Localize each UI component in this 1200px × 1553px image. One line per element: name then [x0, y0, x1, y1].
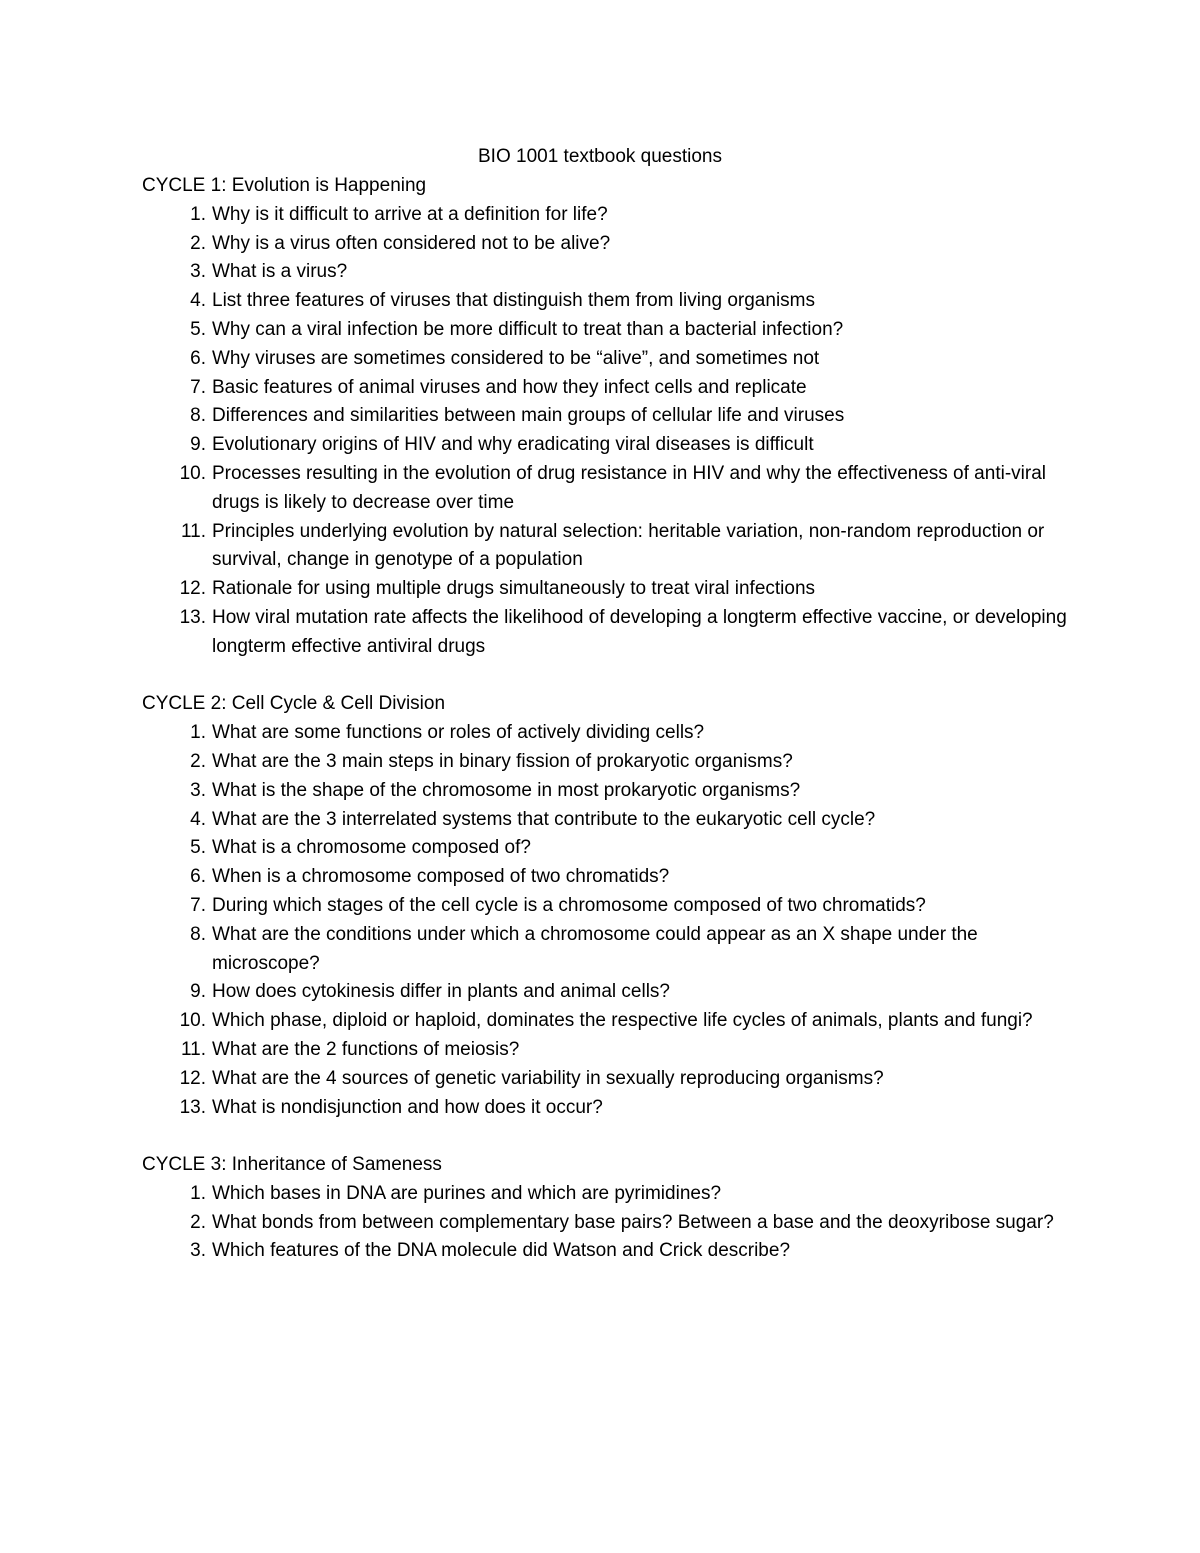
question-text: List three features of viruses that distinguish them from living organisms — [212, 290, 815, 312]
question-number: 8. — [190, 405, 206, 427]
question-number: 5. — [190, 837, 206, 859]
question-text: What is a chromosome composed of? — [212, 837, 531, 859]
question-text: What is nondisjunction and how does it occur? — [212, 1096, 603, 1118]
question-number: 6. — [190, 866, 206, 888]
question-item — [142, 1065, 1072, 1094]
question-item — [142, 806, 1072, 835]
question-text: Which features of the DNA molecule did Watson and Crick describe? — [212, 1240, 791, 1262]
question-number: 7. — [190, 376, 206, 398]
question-text: During which stages of the cell cycle is a chromosome composed of two chromatids? — [212, 894, 926, 916]
question-item — [142, 402, 1072, 431]
question-item — [142, 316, 1072, 345]
question-item — [142, 230, 1072, 259]
section-spacer — [142, 662, 1072, 691]
question-number: 1. — [190, 203, 206, 225]
question-list — [142, 201, 1072, 662]
question-item — [142, 921, 1072, 979]
question-text: What are the 3 main steps in binary fission of prokaryotic organisms? — [212, 750, 793, 772]
question-number: 3. — [190, 779, 206, 801]
question-number: 8. — [190, 923, 206, 945]
question-item — [142, 777, 1072, 806]
question-item — [142, 1209, 1072, 1238]
question-text: Why is a virus often considered not to be alive? — [212, 232, 611, 254]
section-cycle-2 — [142, 690, 1072, 1122]
question-text: What is the shape of the chromosome in most prokaryotic organisms? — [212, 779, 801, 801]
question-number: 11. — [180, 1038, 206, 1060]
question-text: Why can a viral infection be more difficult to treat than a bacterial infection? — [212, 318, 844, 340]
question-number: 2. — [190, 750, 206, 772]
question-list — [142, 719, 1072, 1122]
question-text: Differences and similarities between main groups of cellular life and viruses — [212, 405, 845, 427]
question-number: 1. — [190, 1182, 206, 1204]
question-number: 4. — [190, 808, 206, 830]
question-number: 9. — [190, 434, 206, 456]
section-heading: CYCLE 2: Cell Cycle & Cell Division — [142, 693, 446, 715]
question-number: 13. — [179, 1096, 206, 1118]
document-body — [142, 172, 1072, 1266]
question-number: 2. — [190, 1211, 206, 1233]
section-cycle-3 — [142, 1151, 1072, 1266]
question-number: 12. — [179, 578, 206, 600]
question-item — [142, 978, 1072, 1007]
document-title: BIO 1001 textbook questions — [478, 146, 722, 167]
question-number: 10. — [179, 1010, 206, 1032]
question-item — [142, 518, 1072, 576]
section-heading: CYCLE 3: Inheritance of Sameness — [142, 1154, 442, 1176]
question-text: Which bases in DNA are purines and which are pyrimidines? — [212, 1182, 722, 1204]
question-item — [142, 1094, 1072, 1123]
question-item — [142, 863, 1072, 892]
section-spacer — [142, 1122, 1072, 1151]
question-item — [142, 892, 1072, 921]
question-text: What are the 2 functions of meiosis? — [212, 1038, 520, 1060]
question-text: When is a chromosome composed of two chromatids? — [212, 866, 670, 888]
question-item — [142, 345, 1072, 374]
question-text: What are the 3 interrelated systems that contribute to the eukaryotic cell cycle? — [212, 808, 876, 830]
question-item — [142, 575, 1072, 604]
question-number: 13. — [179, 606, 206, 628]
question-number: 2. — [190, 232, 206, 254]
question-text: Principles underlying evolution by natural selection: heritable variation, non-random reproduction or survival, change in genotype of a population — [212, 520, 1045, 571]
question-text: Rationale for using multiple drugs simultaneously to treat viral infections — [212, 578, 816, 600]
question-text: Basic features of animal viruses and how they infect cells and replicate — [212, 376, 807, 398]
section-heading: CYCLE 1: Evolution is Happening — [142, 175, 427, 196]
question-text: Which phase, diploid or haploid, dominates the respective life cycles of animals, plants and fungi? — [212, 1010, 1033, 1032]
question-number: 3. — [190, 1240, 206, 1262]
question-item — [142, 1036, 1072, 1065]
question-number: 12. — [179, 1067, 206, 1089]
question-number: 4. — [190, 290, 206, 312]
question-text: What bonds from between complementary base pairs? Between a base and the deoxyribose sugar? — [212, 1211, 1054, 1233]
question-item — [142, 287, 1072, 316]
question-number: 9. — [190, 981, 206, 1003]
question-item — [142, 431, 1072, 460]
question-text: Evolutionary origins of HIV and why eradicating viral diseases is difficult — [212, 434, 814, 456]
question-number: 1. — [190, 722, 206, 744]
question-text: Processes resulting in the evolution of drug resistance in HIV and why the effectiveness of anti-viral drugs is likely to decrease over time — [212, 462, 1046, 513]
question-number: 6. — [190, 347, 206, 369]
question-list — [142, 1180, 1072, 1266]
question-item — [142, 748, 1072, 777]
question-item — [142, 460, 1072, 518]
question-text: How does cytokinesis differ in plants and animal cells? — [212, 981, 670, 1003]
question-text: What are the conditions under which a chromosome could appear as an X shape under the microscope? — [212, 923, 978, 974]
question-number: 10. — [179, 462, 206, 484]
section-cycle-1 — [142, 172, 1072, 662]
question-number: 7. — [190, 894, 206, 916]
question-text: Why viruses are sometimes considered to be “alive”, and sometimes not — [212, 347, 820, 369]
question-text: How viral mutation rate affects the likelihood of developing a longterm effective vaccine, or developing longterm effective antiviral drugs — [212, 606, 1067, 657]
question-item — [142, 834, 1072, 863]
question-number: 11. — [180, 520, 206, 542]
question-item — [142, 719, 1072, 748]
question-item — [142, 1180, 1072, 1209]
question-text: What are the 4 sources of genetic variability in sexually reproducing organisms? — [212, 1067, 884, 1089]
question-item — [142, 1237, 1072, 1266]
question-text: Why is it difficult to arrive at a definition for life? — [212, 203, 608, 225]
question-text: What are some functions or roles of actively dividing cells? — [212, 722, 705, 744]
question-number: 3. — [190, 261, 206, 283]
question-number: 5. — [190, 318, 206, 340]
question-item — [142, 1007, 1072, 1036]
question-item — [142, 374, 1072, 403]
question-item — [142, 201, 1072, 230]
question-item — [142, 258, 1072, 287]
question-item — [142, 604, 1072, 662]
question-text: What is a virus? — [212, 261, 348, 283]
